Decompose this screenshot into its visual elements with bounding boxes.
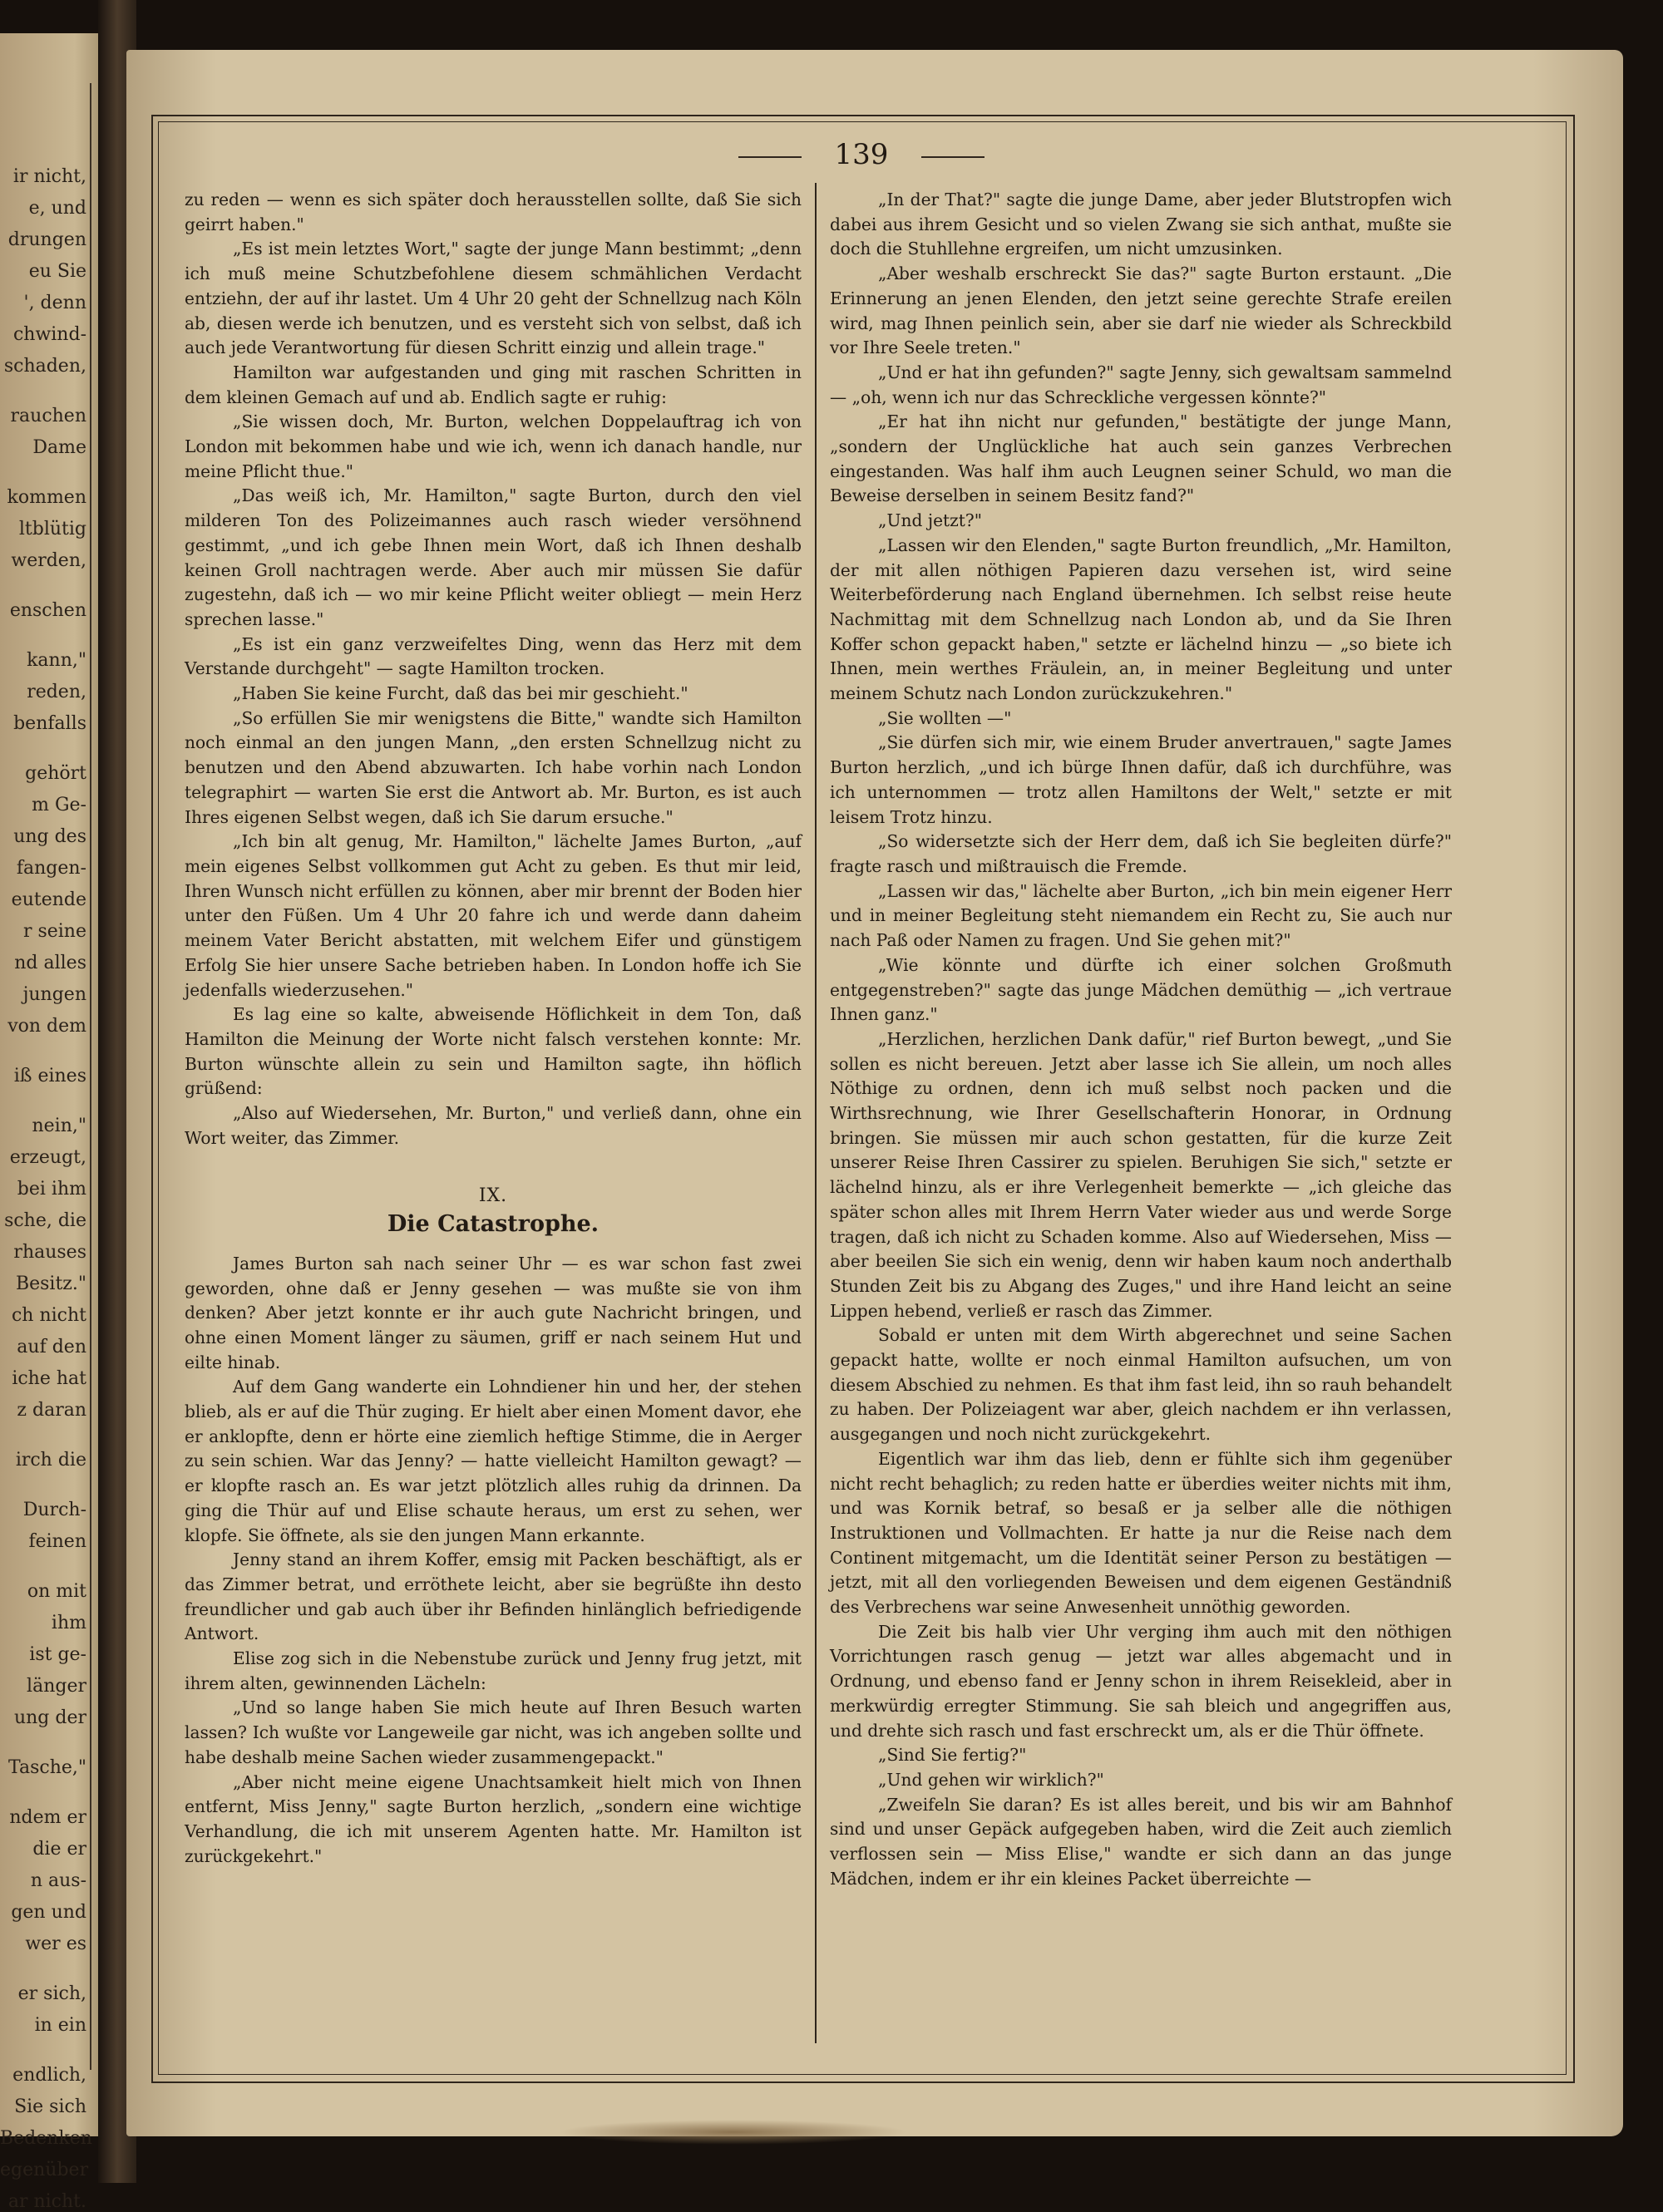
previous-page-fragment: Besitz." <box>15 1274 86 1294</box>
previous-page-fragment: fangen- <box>16 858 86 879</box>
previous-page-fragment: ', denn <box>23 293 86 313</box>
previous-page-fragment: werden, <box>11 550 86 571</box>
paragraph: „Aber weshalb erschreckt Sie das?" sagte Burton erstaunt. „Die Erinnerung an jenen Elenden, den jetzt seine gerechte Strafe ereilen wird, mag Ihnen peinlich sein, aber sie darf nie wieder als Schreckbild vor Ihre Seele treten." <box>830 264 1452 358</box>
previous-page-fragment: ung des <box>13 826 86 847</box>
previous-page-fragment: ist ge- <box>29 1644 86 1665</box>
previous-page-fragment: die er <box>32 1839 86 1860</box>
previous-page-fragment: chwind- <box>12 324 86 345</box>
previous-page-fragment: in ein <box>34 2015 86 2036</box>
previous-page-fragment: Durch- <box>22 1500 86 1520</box>
text-column-right <box>830 188 1452 2050</box>
previous-page-fragment: ihm <box>51 1613 86 1633</box>
previous-page-fragment: jungen <box>22 984 86 1005</box>
paragraph: „Lassen wir das," lächelte aber Burton, „ich bin mein eigener Herr und in meiner Begleitung steht niemandem ein Recht zu, Sie auch nur nach Paß oder Namen zu fragen. Und Sie gehen mit?" <box>830 880 1452 951</box>
paragraph: „Das weiß ich, Mr. Hamilton," sagte Burton, durch den viel milderen Ton des Polizeimannes auch rasch wieder versöhnend gestimmt, „und ich gebe Ihnen mein Wort, daß ich Ihnen deshalb keinen Groll nachtragen werde. Aber auch mir müssen Sie dafür zugestehn, daß ich — wo mir keine Pflicht weiter obliegt — mein Herz sprechen lasse." <box>185 485 802 629</box>
previous-page-fragment: endlich, <box>12 2065 86 2086</box>
previous-page-fragment: ar nicht. <box>7 2191 86 2212</box>
text-column-left <box>185 188 802 2050</box>
paragraph: „In der That?" sagte die junge Dame, aber jeder Blutstropfen wich dabei aus ihrem Gesicht und so vielen Zwang sie sich anthat, mußte sie doch die Stuhllehne ergreifen, um nicht umzusinken. <box>830 190 1452 259</box>
previous-page-fragment: sche, die <box>4 1210 86 1231</box>
paragraph: „Wie könnte und dürfte ich einer solchen Großmuth entgegenstreben?" sagte das junge Mädchen demüthig — „ich vertraue Ihnen ganz." <box>830 954 1452 1025</box>
paragraph: „Also auf Wiedersehen, Mr. Burton," und verließ dann, ohne ein Wort weiter, das Zimmer. <box>185 1103 802 1148</box>
paragraph: „Sie wissen doch, Mr. Burton, welchen Doppelauftrag ich von London mit bekommen habe und wie ich, wenn ich danach handle, nur meine Pflicht thue." <box>185 411 802 481</box>
paragraph: „Und so lange haben Sie mich heute auf Ihren Besuch warten lassen? Ich wußte vor Langeweile gar nicht, was ich angeben sollte und habe deshalb meine Sachen wieder zusammengepackt." <box>185 1697 802 1767</box>
paragraph: „Und jetzt?" <box>878 510 982 531</box>
paragraph: „Es ist mein letztes Wort," sagte der junge Mann bestimmt; „denn ich muß meine Schutzbefohlene diesem schmählichen Verdacht entziehn, der auf ihr lastet. Um 4 Uhr 20 geht der Schnellzug nach Köln ab, diesen werde ich benutzen, und es versteht sich von selbst, daß ich auch jede Verantwortung für diesen Schritt einzig und allein trage." <box>185 239 802 358</box>
previous-page-fragment: benfalls <box>13 713 86 734</box>
previous-page-fragment: eutende <box>11 889 86 910</box>
torn-page-edge <box>559 2120 908 2145</box>
previous-page-fragment: m Ge- <box>32 795 86 815</box>
previous-page-fragment: egenüber <box>0 2160 89 2180</box>
paragraph: Elise zog sich in die Nebenstube zurück und Jenny frug jetzt, mit ihrem alten, gewinnenden Lächeln: <box>185 1648 802 1693</box>
paragraph: „Sind Sie fertig?" <box>878 1745 1027 1766</box>
paragraph: „So erfüllen Sie mir wenigstens die Bitte," wandte sich Hamilton noch einmal an den jungen Mann, „den ersten Schnellzug nicht zu benutzen und den Abend abzuwarten. Ich habe vorhin nach London telegraphirt — warten Sie erst die Antwort ab. Mr. Burton, es ist auch Ihres eigenen Selbst wegen, daß ich Sie darum ersuche." <box>185 707 802 827</box>
paragraph: „Haben Sie keine Furcht, daß das bei mir geschieht." <box>233 683 688 704</box>
previous-page-fragment: ltblütig <box>18 519 86 539</box>
paragraph: Die Zeit bis halb vier Uhr verging ihm auch mit den nöthigen Vorrichtungen rasch genug — jetzt war alles abgemacht und in Ordnung, und ebenso fand er Jenny schon in ihrem Reisekleid, aber in merkwürdig erregter Stimmung. Sie sah bleich und angegriffen aus, und drehte sich rasch und fast erschreckt um, als er die Thür öffnete. <box>830 1621 1452 1741</box>
previous-page-fragment: länger <box>27 1676 86 1697</box>
paragraph: „Herzlichen, herzlichen Dank dafür," rief Burton bewegt, „und Sie sollen es nicht bereuen. Jetzt aber lasse ich Sie allein, um noch alles Nöthige zu ordnen, denn ich muß selbst noch packen und die Wirthsrechnung, wie Ihrer Gesellschafterin Honorar, in Ordnung bringen. Sie müssen mir auch schon gestatten, für die kurze Zeit unserer Reise Ihren Cassirer zu spielen. Beruhigen Sie sich," setzte er lächelnd hinzu, als er ihre Verlegenheit bemerkte — „ich gleiche das später schon alles mit Ihrem Herrn Vater wieder aus und werde Sorge tragen, daß ich nicht zu Schaden komme. Also auf Wiedersehen, Miss — aber beeilen Sie sich ein wenig, denn wir haben kaum noch anderthalb Stunden Zeit bis zu Abgang des Zuges," und ihre Hand leicht an seine Lippen hebend, verließ er rasch das Zimmer. <box>830 1028 1452 1321</box>
paragraph: James Burton sah nach seiner Uhr — es war schon fast zwei geworden, ohne daß er Jenny gesehen — was mußte sie von ihm denken? Aber jetzt konnte er ihr auch gute Nachricht bringen, und ohne einen Moment länger zu säumen, griff er nach seinem Hut und eilte hinab. <box>185 1253 802 1372</box>
previous-page-fragment: e, und <box>28 198 86 219</box>
previous-page-fragment: kommen <box>7 487 86 508</box>
previous-page-fragment: Tasche," <box>8 1757 86 1778</box>
chapter-number: IX. <box>478 1185 508 1207</box>
paragraph: „Er hat ihn nicht nur gefunden," bestätigte der junge Mann, „sondern der Unglückliche hat auch sein ganzes Verbrechen eingestanden. Was half ihm auch Leugnen seiner Schuld, wo man die Beweise derselben in seinem Besitz fand?" <box>830 411 1452 506</box>
previous-page-fragment: auf den <box>17 1337 86 1357</box>
previous-page-fragment: enschen <box>9 600 86 621</box>
previous-page-fragment: Bedenken <box>0 2128 92 2149</box>
previous-page-fragment: ung der <box>13 1707 86 1728</box>
paragraph: Sobald er unten mit dem Wirth abgerechnet und seine Sachen gepackt hatte, wollte er noch einmal Hamilton aufsuchen, um von diesem Abschied zu nehmen. Es that ihm fast leid, ihn so rauh behandelt zu haben. Der Polizeiagent war aber, gleich nachdem er ihn verlassen, ausgegangen und noch nicht zurückgekehrt. <box>830 1325 1452 1445</box>
paragraph: Es lag eine so kalte, abweisende Höflichkeit in dem Ton, daß Hamilton die Meinung der Worte nicht falsch verstehen konnte: Mr. Burton wünschte allein zu sein und Hamilton sagte, ihn höflich grüßend: <box>185 1004 802 1099</box>
previous-page-fragment: Dame <box>32 437 86 458</box>
previous-page-fragment: gehört <box>25 763 86 784</box>
previous-page-fragment: bei ihm <box>17 1179 86 1200</box>
previous-page-fragment: eu Sie <box>28 261 86 282</box>
paragraph: zu reden — wenn es sich später doch herausstellen sollte, daß Sie sich geirrt haben." <box>185 190 802 234</box>
paragraph: „So widersetzte sich der Herr dem, daß ich Sie begleiten dürfe?" fragte rasch und mißtrauisch die Fremde. <box>830 831 1452 876</box>
previous-page-fragment: ir nicht, <box>12 166 86 187</box>
previous-page-fragment: erzeugt, <box>9 1147 86 1168</box>
previous-page-fragment: nein," <box>32 1116 86 1136</box>
previous-page-fragment: er sich, <box>17 1983 86 2004</box>
paragraph: „Lassen wir den Elenden," sagte Burton freundlich, „Mr. Hamilton, der mit allen nöthigen Papieren dazu versehen ist, wird seine Weiterbeförderung nach England übernehmen. Ich selbst reise heute Nachmittag mit dem Schnellzug nach London ab, und da Sie Ihren Koffer schon gepackt haben," setzte er lächelnd hinzu — „so biete ich Ihnen, mein werthes Fräulein, an, in meiner Begleitung und unter meinem Schutz nach London zurückzukehren." <box>830 535 1452 704</box>
paragraph: „Und gehen wir wirklich?" <box>878 1770 1104 1790</box>
previous-page-fragment: drungen <box>7 229 86 250</box>
paragraph: „Zweifeln Sie daran? Es ist alles bereit, und bis wir am Bahnhof sind und unser Gepäck aufgegeben haben, wird die Zeit auch ziemlich verflossen sein — Miss Elise," wandte er sich dann an das junge Mädchen, indem er ihr ein kleines Packet überreichte — <box>830 1794 1452 1889</box>
previous-page-fragment: reden, <box>27 682 86 702</box>
paragraph: „Ich bin alt genug, Mr. Hamilton," lächelte James Burton, „auf mein eigenes Selbst vollkommen gut Acht zu geben. Es thut mir leid, Ihren Wunsch nicht erfüllen zu können, aber mir brennt der Boden hier unter den Füßen. Um 4 Uhr 20 fahre ich und werde dann daheim meinem Vater Bericht abstatten, mit welchem Eifer und günstigem Erfolg Sie hier unsere Sache betrieben haben. In London hoffe ich Sie jedenfalls wiederzusehen." <box>185 831 802 1000</box>
previous-page-border <box>90 83 91 2070</box>
paragraph: „Aber nicht meine eigene Unachtsamkeit hielt mich von Ihnen entfernt, Miss Jenny," sagte Burton herzlich, „sondern eine wichtige Verhandlung, die ich mit unserem Agenten hatte. Mr. Hamilton ist zurückgekehrt." <box>185 1771 802 1866</box>
paragraph: „Sie wollten —" <box>878 707 1012 728</box>
previous-page-fragment: ndem er <box>9 1807 86 1828</box>
previous-page-fragment: schaden, <box>3 356 86 377</box>
previous-page-fragment: rauchen <box>10 406 86 426</box>
paragraph: „Und er hat ihn gefunden?" sagte Jenny, sich gewaltsam sammelnd — „oh, wenn ich nur das Schreckliche vergessen könnte?" <box>830 362 1452 407</box>
previous-page-fragment: n aus- <box>30 1870 86 1891</box>
previous-page-fragment: ch nicht <box>11 1305 86 1326</box>
previous-page-fragment: iche hat <box>12 1368 86 1389</box>
paragraph: Eigentlich war ihm das lieb, denn er fühlte sich ihm gegenüber nicht recht behaglich; zu reden hatte er überdies weiter nichts mit ihm, und was Kornik betraf, so besaß er ja selber alle die nöthigen Instruktionen und Vollmachten. Er hatte ja nur die Reise nach dem Continent mitgemacht, um die Identität seiner Person zu bestätigen — jetzt, mit all den vorliegenden Beweisen und dem eigenen Geständniß des Verbrechens war seine Anwesenheit unnöthig geworden. <box>830 1448 1452 1618</box>
previous-page-fragment: feinen <box>28 1531 86 1552</box>
page-header <box>158 133 1565 183</box>
previous-page-fragment: gen und <box>11 1902 86 1923</box>
previous-page-fragment: nd alles <box>14 953 86 973</box>
previous-page-fragment: Sie sich <box>14 2096 86 2117</box>
previous-page-fragment: irch die <box>15 1450 86 1471</box>
previous-page-fragment: kann," <box>27 650 86 671</box>
book-page <box>126 50 1623 2136</box>
paragraph: Hamilton war aufgestanden und ging mit raschen Schritten in dem kleinen Gemach auf und ab. Endlich sagte er ruhig: <box>185 362 802 407</box>
paragraph: „Es ist ein ganz verzweifeltes Ding, wenn das Herz mit dem Verstande durchgeht" — sagte Hamilton trocken. <box>185 633 802 679</box>
chapter-title: Die Catastrophe. <box>387 1211 600 1238</box>
paragraph: „Sie dürfen sich mir, wie einem Bruder anvertrauen," sagte James Burton herzlich, „und ich bürge Ihnen dafür, daß ich durchführe, was ich unternommen — trotz allen Hamiltons der Welt," setzte er mit leisem Trotz hinzu. <box>830 732 1452 827</box>
paragraph: Jenny stand an ihrem Koffer, emsig mit Packen beschäftigt, als er das Zimmer betrat, und erröthete leicht, aber sie begrüßte ihn desto freundlicher und gab auch über ihr Befinden hinlänglich befriedigende Antwort. <box>185 1549 802 1644</box>
page-number: 139 <box>834 138 889 171</box>
previous-page-fragment: iß eines <box>13 1066 86 1086</box>
previous-page-fragment: wer es <box>25 1934 86 1954</box>
paragraph: Auf dem Gang wanderte ein Lohndiener hin und her, der stehen blieb, als er auf die Thür zuging. Er hielt aber einen Moment davor, ehe er anklopfte, denn er hörte eine ziemlich heftige Stimme, die in Aerger zu sein schien. War das Jenny? — hatte vielleicht Hamilton gewagt? — er klopfte rasch an. Es war jetzt plötzlich alles ruhig da drinnen. Da ging die Thür auf und Elise schaute heraus, um erst zu sehen, wer klopfe. Sie öffnete, als sie den jungen Mann erkannte. <box>185 1377 802 1545</box>
header-rule-right <box>921 156 984 158</box>
previous-page-fragment: rhauses <box>13 1242 86 1263</box>
previous-page-fragment: on mit <box>27 1581 86 1602</box>
column-divider <box>815 183 817 2043</box>
previous-page-fragment: von dem <box>7 1016 86 1037</box>
previous-page-fragment: r seine <box>22 921 86 942</box>
previous-page-fragment: z daran <box>17 1400 86 1421</box>
